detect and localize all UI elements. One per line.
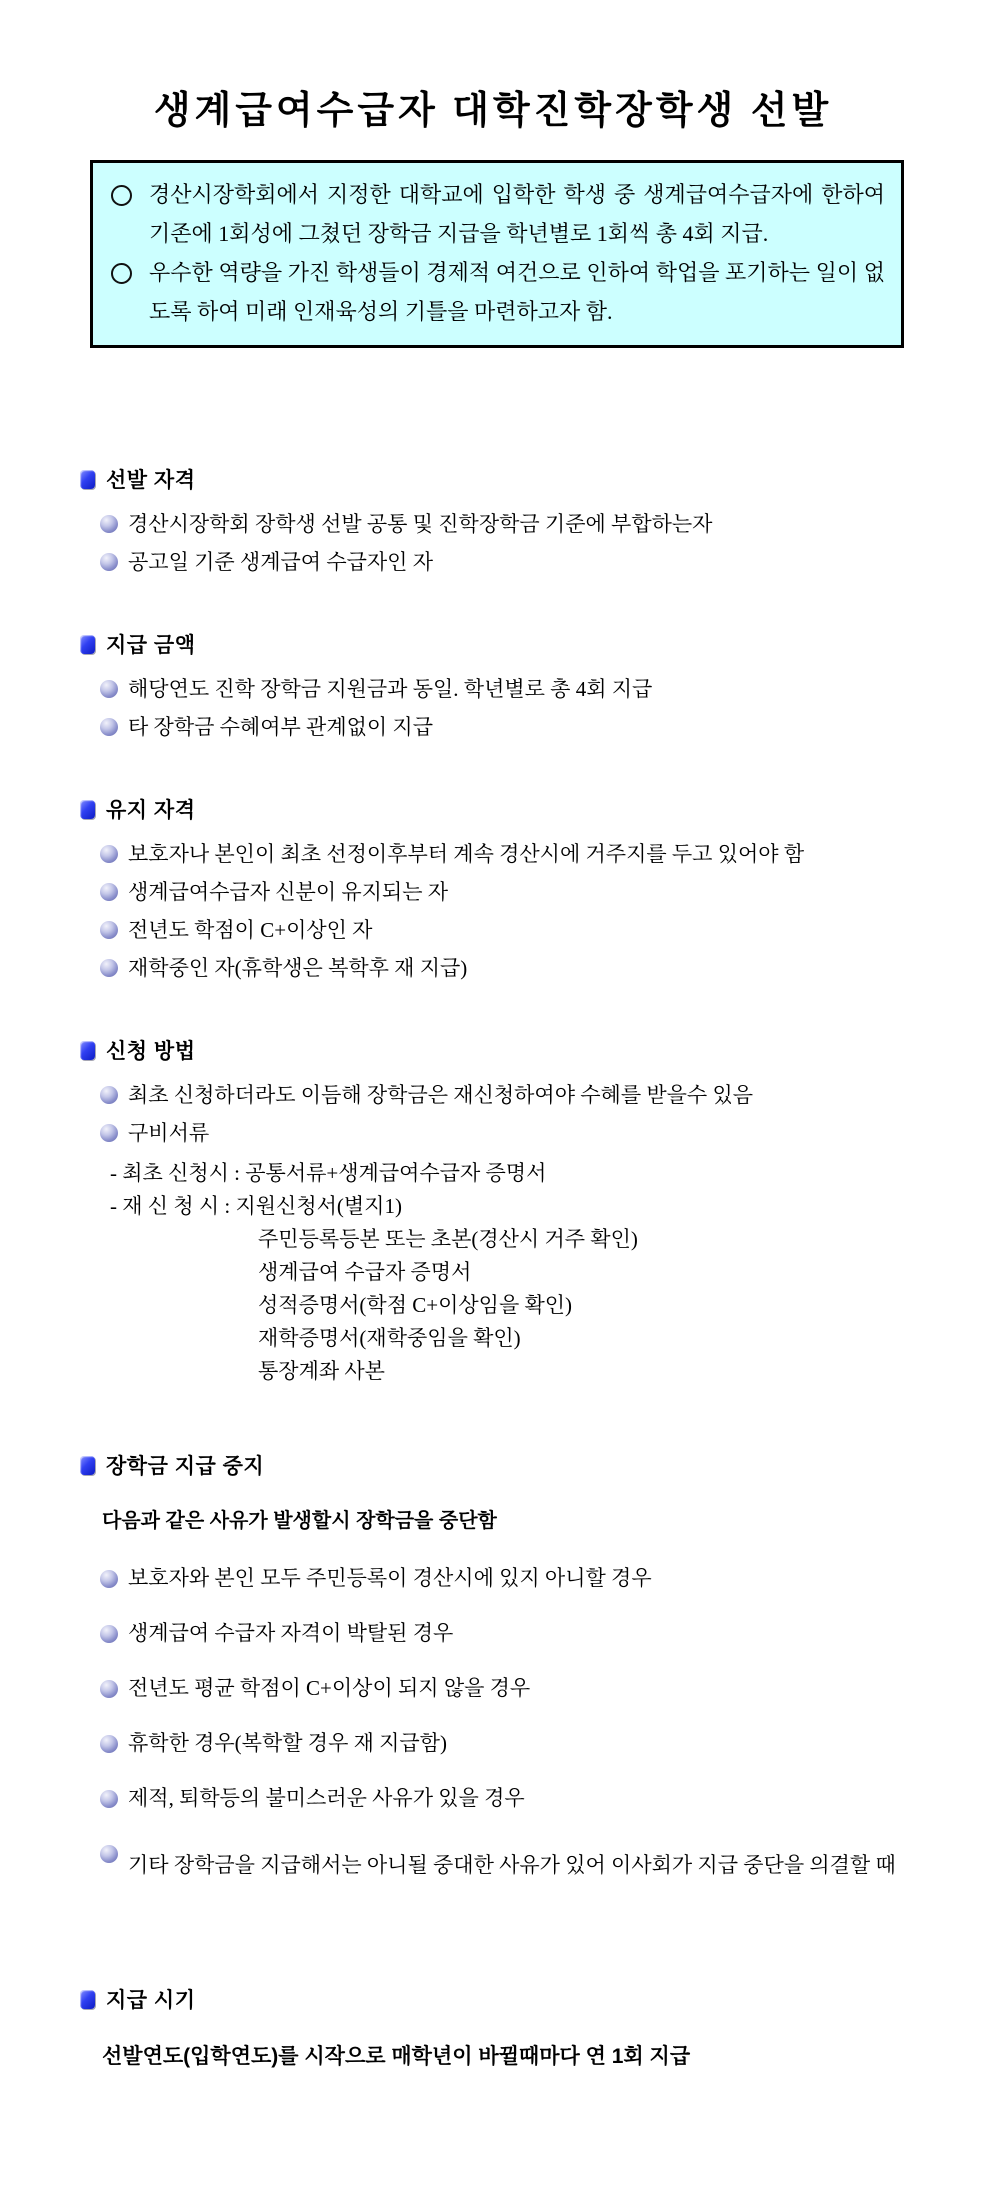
- section-header: [80, 1984, 906, 2014]
- sphere-bullet-icon: [100, 1735, 118, 1753]
- list-item-text: 재학중인 자(휴학생은 복학후 재 지급): [128, 956, 468, 980]
- blue-square-bullet-icon: [80, 1041, 95, 1060]
- sphere-bullet-icon: [100, 1845, 118, 1863]
- section-selection-qualification: [80, 464, 906, 577]
- sphere-bullet-icon: [100, 845, 118, 863]
- list-item: [100, 675, 906, 704]
- section-header: [80, 1450, 906, 1480]
- list-item-text: 제적, 퇴학등의 불미스러운 사유가 있을 경우: [128, 1786, 525, 1810]
- list-item: [100, 1728, 906, 1759]
- sphere-bullet-icon: [100, 515, 118, 533]
- list-item-text: 공고일 기준 생계급여 수급자인 자: [128, 550, 434, 574]
- continuation-item: 주민등록등본 또는 초본(경산시 거주 확인): [258, 1227, 638, 1251]
- intro-highlight-box: [90, 160, 904, 348]
- list-item-text: 최초 신청하더라도 이듬해 장학금은 재신청하여야 수혜를 받을수 있음: [128, 1083, 754, 1107]
- section-title: 신청 방법: [106, 1040, 196, 1063]
- list-item: [100, 916, 906, 945]
- list-item-text: 경산시장학회 장학생 선발 공통 및 진학장학금 기준에 부합하는자: [128, 512, 713, 536]
- list-item-text: 전년도 평균 학점이 C+이상이 되지 않을 경우: [128, 1676, 531, 1700]
- section-maintenance-qualification: [80, 794, 906, 983]
- intro-item-text: 경산시장학회에서 지정한 대학교에 입학한 학생 중 생계급여수급자에 한하여 기존에 1회성에 그쳤던 장학금 지급을 학년별로 1회씩 총 4회 지급.: [149, 182, 885, 246]
- list-item: [100, 1563, 906, 1594]
- list-item: [100, 1783, 906, 1814]
- continuation-item: 생계급여 수급자 증명서: [258, 1260, 472, 1284]
- intro-item-text: 우수한 역량을 가진 학생들이 경제적 여건으로 인하여 학업을 포기하는 일이 없도록 하여 미래 인재육성의 기틀을 마련하고자 함.: [149, 260, 885, 324]
- continuation-item: 성적증명서(학점 C+이상임을 확인): [258, 1293, 573, 1317]
- section-header: [80, 464, 906, 494]
- list-item-text: 보호자나 본인이 최초 선정이후부터 계속 경산시에 거주지를 두고 있어야 함: [128, 842, 805, 866]
- sphere-bullet-icon: [100, 553, 118, 571]
- list-item-text: 생계급여수급자 신분이 유지되는 자: [128, 880, 449, 904]
- list-item-text: 생계급여 수급자 자격이 박탈된 경우: [128, 1621, 454, 1645]
- list-item: [100, 878, 906, 907]
- continuation-item: 통장계좌 사본: [258, 1359, 385, 1383]
- section-subtitle: 다음과 같은 사유가 발생할시 장학금을 중단함: [102, 1510, 497, 1532]
- hollow-circle-bullet-icon: [111, 263, 132, 284]
- intro-item: [107, 175, 885, 253]
- sphere-bullet-icon: [100, 959, 118, 977]
- section-payment-timing: [80, 1984, 906, 2070]
- blue-square-bullet-icon: [80, 1990, 95, 2009]
- dash-sub-item: - 최초 신청시 : 공통서류+생계급여수급자 증명서: [110, 1161, 547, 1185]
- dash-sub-item: - 재 신 청 시 : 지원신청서(별지1): [110, 1194, 402, 1218]
- list-item-text: 보호자와 본인 모두 주민등록이 경산시에 있지 아니할 경우: [128, 1566, 652, 1590]
- list-item: [100, 1119, 906, 1148]
- page-title: 생계급여수급자 대학진학장학생 선발: [153, 90, 833, 132]
- intro-item: [107, 253, 885, 331]
- sphere-bullet-icon: [100, 1086, 118, 1104]
- list-item: [100, 954, 906, 983]
- list-item-text: 타 장학금 수혜여부 관계없이 지급: [128, 715, 434, 739]
- list-item-text: 기타 장학금을 지급해서는 아니될 중대한 사유가 있어 이사회가 지급 중단을 의결할 때: [128, 1853, 896, 1877]
- sphere-bullet-icon: [100, 883, 118, 901]
- list-item: [100, 1081, 906, 1110]
- list-item: [100, 1673, 906, 1704]
- section-title: 유지 자격: [106, 799, 196, 822]
- list-item: [100, 840, 906, 869]
- section-body-text: 선발연도(입학연도)를 시작으로 매학년이 바뀔때마다 연 1회 지급: [102, 2045, 691, 2068]
- section-header: [80, 629, 906, 659]
- section-title: 지급 금액: [106, 634, 196, 657]
- list-item-text: 구비서류: [128, 1121, 210, 1145]
- section-application-method: [80, 1035, 906, 1388]
- list-item: [100, 548, 906, 577]
- list-item: [100, 510, 906, 539]
- list-item-text: 해당연도 진학 장학금 지원금과 동일. 학년별로 총 4회 지급: [128, 677, 653, 701]
- blue-square-bullet-icon: [80, 800, 95, 819]
- blue-square-bullet-icon: [80, 470, 95, 489]
- blue-square-bullet-icon: [80, 1456, 95, 1475]
- list-item: [100, 1618, 906, 1649]
- sphere-bullet-icon: [100, 1570, 118, 1588]
- sphere-bullet-icon: [100, 718, 118, 736]
- sphere-bullet-icon: [100, 1124, 118, 1142]
- section-header: [80, 794, 906, 824]
- blue-square-bullet-icon: [80, 635, 95, 654]
- section-header: [80, 1035, 906, 1065]
- sphere-bullet-icon: [100, 1680, 118, 1698]
- list-item: [100, 1838, 906, 1892]
- section-title: 지급 시기: [106, 1989, 196, 2012]
- list-item-text: 휴학한 경우(복학할 경우 재 지급함): [128, 1731, 447, 1755]
- list-item: [100, 713, 906, 742]
- sphere-bullet-icon: [100, 680, 118, 698]
- continuation-item: 재학증명서(재학중임을 확인): [258, 1326, 521, 1350]
- sphere-bullet-icon: [100, 1625, 118, 1643]
- section-title: 선발 자격: [106, 469, 196, 492]
- section-title: 장학금 지급 중지: [106, 1455, 265, 1478]
- section-payment-suspension: [80, 1450, 906, 1892]
- sphere-bullet-icon: [100, 921, 118, 939]
- sphere-bullet-icon: [100, 1790, 118, 1808]
- hollow-circle-bullet-icon: [111, 185, 132, 206]
- list-item-text: 전년도 학점이 C+이상인 자: [128, 918, 373, 942]
- section-payment-amount: [80, 629, 906, 742]
